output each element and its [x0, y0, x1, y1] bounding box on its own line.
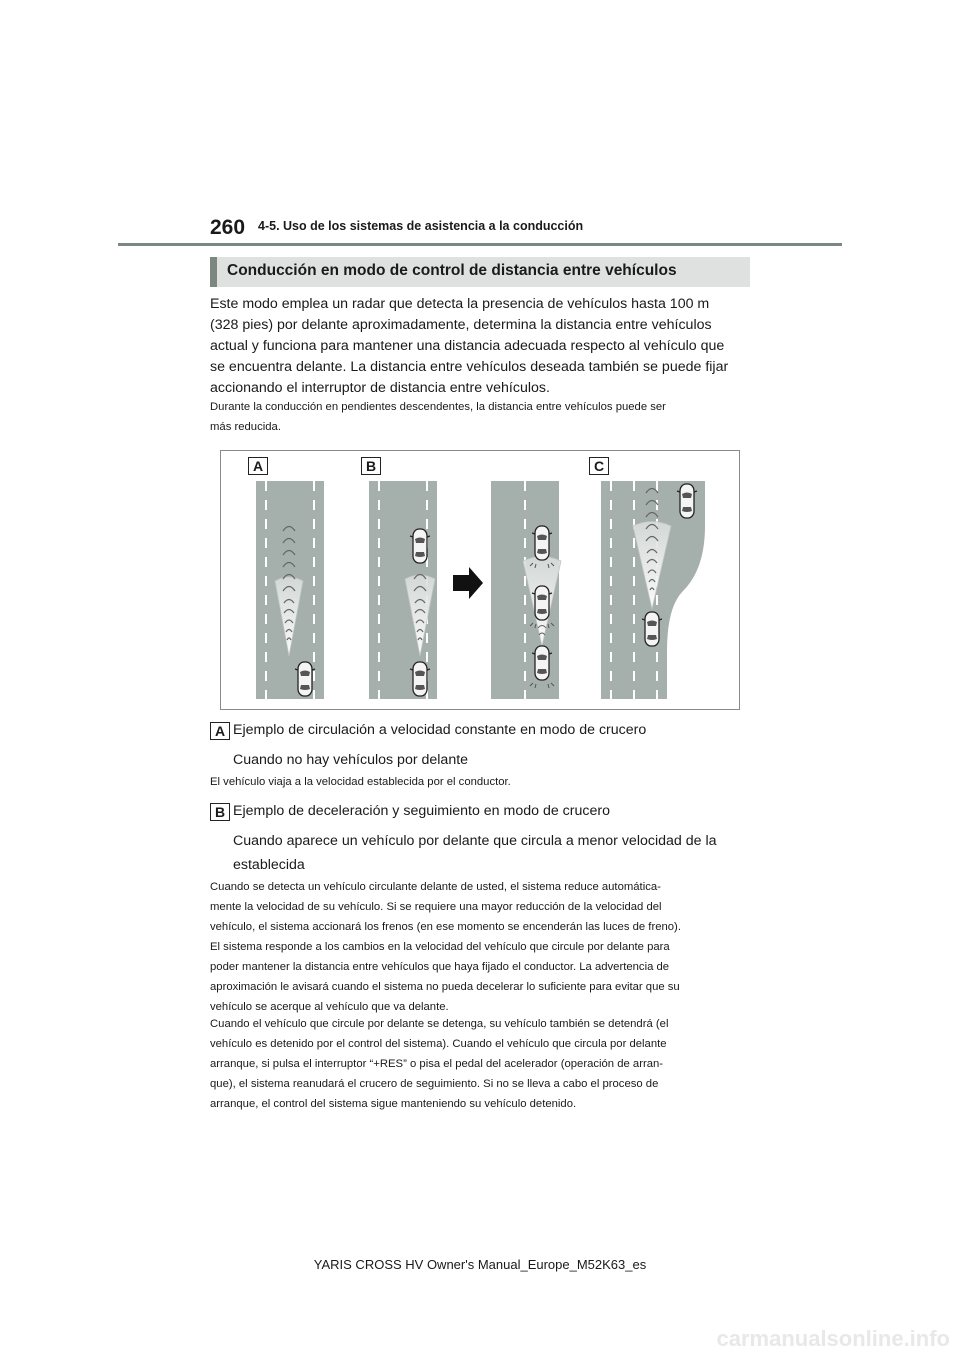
item-b-note-2	[210, 1014, 755, 1114]
note-line: vehículo es detenido por el control del sistema). Cuando el vehículo que circula por delante	[210, 1038, 667, 1050]
note-line: aproximación le avisará cuando el sistema no pueda decelerar lo suficiente para evitar que su	[210, 981, 680, 993]
note-line: El vehículo viaja a la velocidad establecida por el conductor.	[210, 776, 511, 788]
item-b-label: B	[210, 803, 230, 821]
road-b-following	[491, 481, 561, 699]
intro-paragraph	[210, 294, 755, 399]
note-line: Durante la conducción en pendientes descendentes, la distancia entre vehículos puede ser	[210, 401, 666, 413]
section-heading	[210, 257, 750, 287]
item-b-subtitle	[233, 829, 753, 877]
intro-line: actual y funciona para mantener una distancia adecuada respecto al vehículo que	[210, 338, 725, 354]
road-a	[256, 481, 324, 699]
footer-manual-title: YARIS CROSS HV Owner's Manual_Europe_M52K63_es	[313, 1257, 647, 1272]
note-line: poder mantener la distancia entre vehículos que haya fijado el conductor. La advertencia de	[210, 961, 670, 973]
intro-line: accionando el interruptor de distancia entre vehículos.	[210, 380, 550, 396]
transition-arrow	[453, 567, 483, 599]
item-a-label: A	[210, 722, 230, 740]
road-b	[369, 481, 437, 699]
watermark: carmanualsonline.info	[716, 1326, 950, 1351]
note-line: arranque, si pulsa el interruptor “+RES” o pisa el pedal del acelerador (operación de arran-	[210, 1058, 664, 1070]
section-heading-text: Conducción en modo de control de distancia entre vehículos	[227, 262, 677, 279]
note-line: El sistema responde a los cambios en la velocidad del vehículo que circule por delante para	[210, 941, 670, 953]
note-line: Cuando el vehículo que circule por delante se detenga, su vehículo también se detendrá (el	[210, 1018, 669, 1030]
figure-label-b: B	[361, 457, 381, 475]
figure-label-a: A	[248, 457, 268, 475]
item-b-note	[210, 877, 755, 1017]
note-line: que), el sistema reanudará el crucero de seguimiento. Si no se lleva a cabo el proceso de	[210, 1078, 659, 1090]
item-b-title: Ejemplo de deceleración y seguimiento en modo de crucero	[233, 803, 610, 819]
note-line: vehículo se acerque al vehículo que va delante.	[210, 1001, 449, 1013]
note-line: más reducida.	[210, 421, 281, 433]
figure-label-c: C	[589, 457, 609, 475]
item-a-title: Ejemplo de circulación a velocidad constante en modo de crucero	[233, 722, 647, 738]
note-line: vehículo, el sistema accionará los frenos (en ese momento se encenderán las luces de freno).	[210, 921, 681, 933]
item-a-note	[210, 772, 755, 792]
road-c	[601, 481, 705, 699]
cruise-diagram-drawing	[221, 451, 741, 711]
intro-line: se encuentra delante. La distancia entre vehículos deseada también se puede fijar	[210, 359, 729, 375]
page-number: 260	[210, 216, 246, 239]
slope-note	[210, 397, 755, 437]
chapter-title: 4-5. Uso de los sistemas de asistencia a la conducción	[258, 219, 584, 233]
note-line: arranque, el control del sistema sigue manteniendo su vehículo detenido.	[210, 1098, 577, 1110]
subtitle-line: Cuando aparece un vehículo por delante que circula a menor velocidad de la	[233, 833, 717, 849]
note-line: Cuando se detecta un vehículo circulante delante de usted, el sistema reduce automática-	[210, 881, 661, 893]
header-rule	[118, 243, 842, 246]
intro-line: (328 pies) por delante aproximadamente, determina la distancia entre vehículos	[210, 317, 712, 333]
note-line: mente la velocidad de su vehículo. Si se requiere una mayor reducción de la velocidad del	[210, 901, 662, 913]
item-a-subtitle: Cuando no hay vehículos por delante	[233, 752, 469, 768]
subtitle-line: establecida	[233, 857, 305, 873]
cruise-diagram	[220, 450, 740, 710]
intro-line: Este modo emplea un radar que detecta la presencia de vehículos hasta 100 m	[210, 296, 710, 312]
